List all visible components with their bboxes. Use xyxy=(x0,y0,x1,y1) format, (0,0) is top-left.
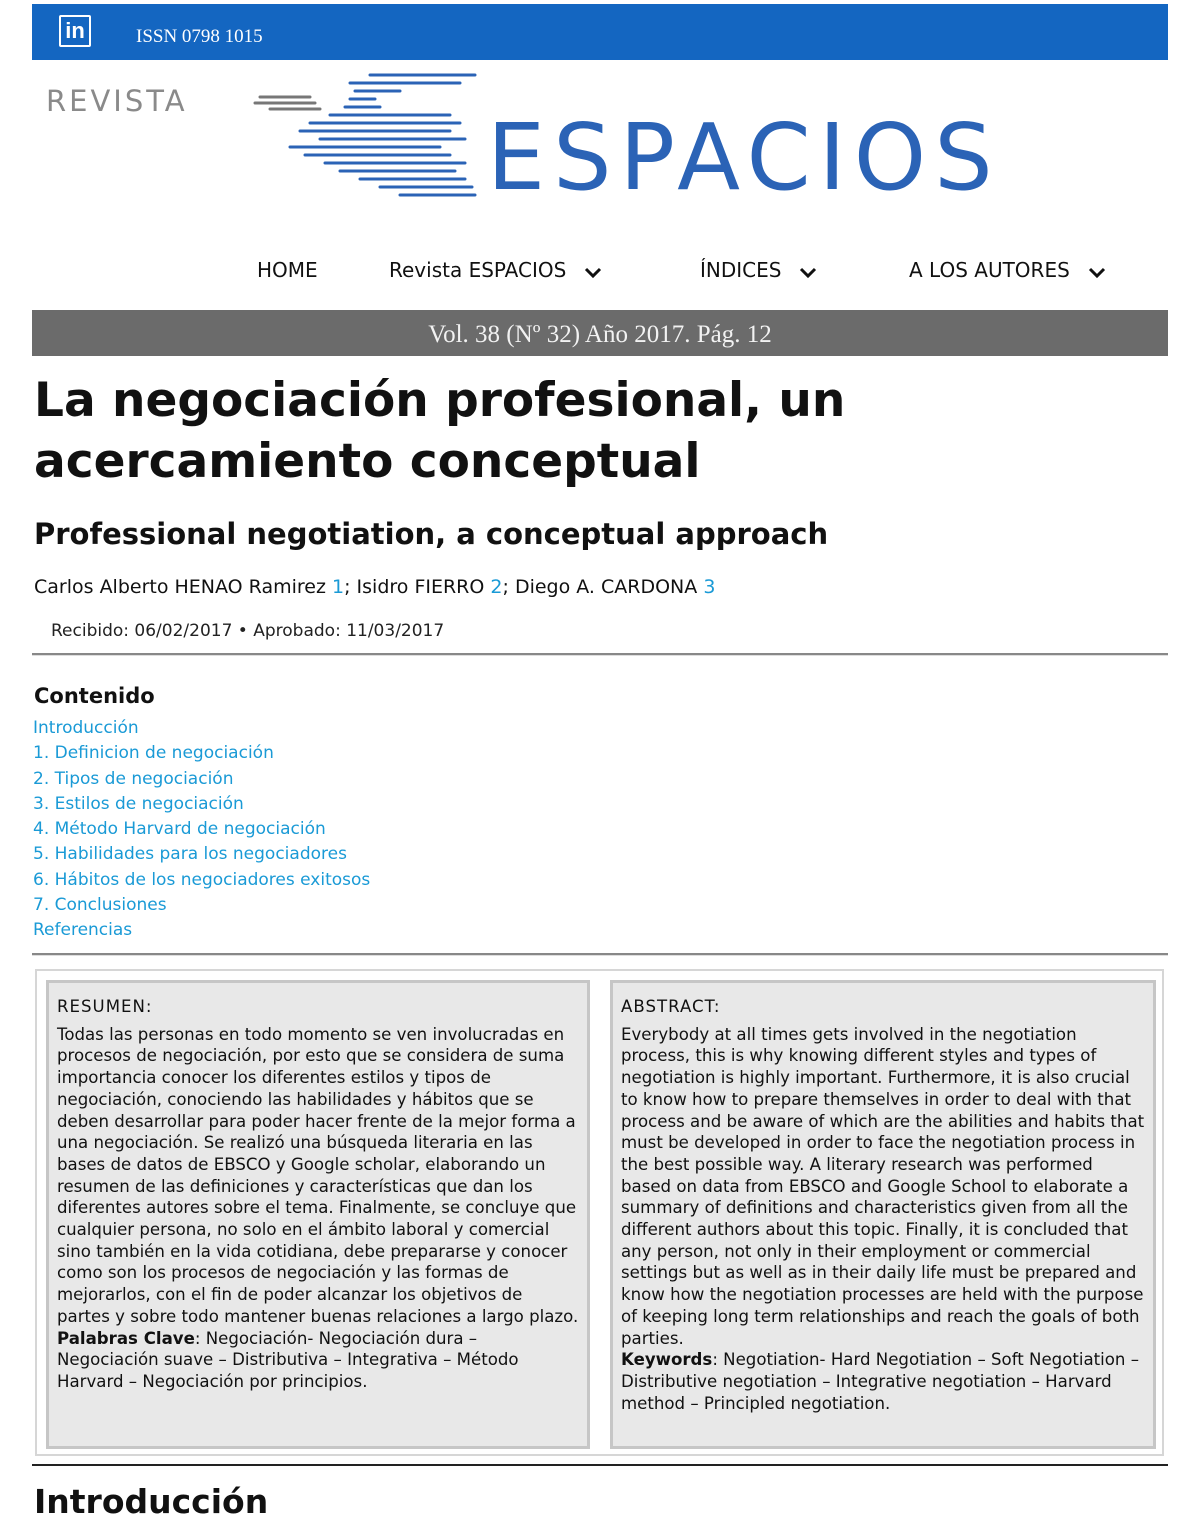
palabras-clave-label: Palabras Clave xyxy=(57,1328,195,1348)
article-title xyxy=(34,370,1134,492)
abstract-text xyxy=(621,1024,1145,1415)
divider xyxy=(32,953,1168,956)
abstract-heading: ABSTRACT: xyxy=(621,997,721,1016)
chevron-down-icon xyxy=(584,267,602,279)
toc-link[interactable]: 2. Tipos de negociación xyxy=(33,768,234,789)
toc-link[interactable]: 6. Hábitos de los negociadores exitosos xyxy=(33,869,371,890)
logo-speed-lines-icon xyxy=(250,70,480,200)
top-bar xyxy=(32,4,1168,60)
resumen-body: Todas las personas en todo momento se ven involucradas en procesos de negociación, por esto que se considera de suma importancia conocer los diferentes estilos y tipos de negociación, conociendo las habilidades y hábitos que se deben desarrollar para poder hacer frente de la mejor forma a una negociación. Se realizó una búsqueda literaria en las bases de datos de EBSCO y Google scholar, elaborando un resumen de las definiciones y características que dan los diferentes autores sobre el tema. Finalmente, se concluye que cualquier persona, no solo en el ámbito laboral y comercial sino también en la vida cotidiana, debe prepararse y conocer como son los procesos de negociación y las formas de mejorarlos, con el fin de poder alcanzar los objetivos de partes y sobre todo mantener buenas relaciones a largo plazo. xyxy=(57,1024,579,1326)
resumen-panel xyxy=(46,980,590,1449)
nav-a-los-autores[interactable] xyxy=(909,258,1106,282)
keywords-label: Keywords xyxy=(621,1350,713,1370)
author-name: Carlos Alberto HENAO Ramirez xyxy=(34,576,326,598)
palabras-clave-text: : Negociación- Negociación dura – Negociación suave – Distributiva – Integrativa – Método Harvard – Negociación por principios. xyxy=(57,1328,519,1391)
keywords-text: : Negotiation- Hard Negotiation – Soft Negotiation – Distributive negotiation – Integrative negotiation – Harvard method – Principled negotiation. xyxy=(621,1350,1139,1413)
article-subtitle: Professional negotiation, a conceptual approach xyxy=(34,517,829,551)
resumen-text xyxy=(57,1024,579,1393)
logo-revista-text: REVISTA xyxy=(46,84,188,118)
nav-home[interactable] xyxy=(257,258,318,282)
abstract-body: Everybody at all times gets involved in the negotiation process, this is why knowing different styles and types of negotiation is highly important. Furthermore, it is also crucial to know how to prepare themselves in order to deal with that process and be aware of which are the abilities and habits that must be developed in order to face the negotiation process in the best possible way. A literary research was performed based on data from EBSCO and Google School to elaborate a summary of definitions and characteristics given from all the different authors about this topic. Finally, it is concluded that any person, not only in their employment or commercial settings but as well as in their daily life must be prepared and know how the negotiation processes are held with the purpose of keeping long term relationships and reach the goals of both parties. xyxy=(621,1024,1145,1348)
author-name: Diego A. CARDONA xyxy=(514,576,698,598)
issn-label: ISSN 0798 1015 xyxy=(136,26,263,47)
table-of-contents xyxy=(33,716,370,944)
divider xyxy=(32,653,1168,656)
resumen-heading: RESUMEN: xyxy=(57,997,153,1016)
author-name: Isidro FIERRO xyxy=(356,576,485,598)
main-nav xyxy=(0,258,1200,284)
toc-link[interactable]: 1. Definicion de negociación xyxy=(33,743,274,764)
nav-autores-label: A LOS AUTORES xyxy=(909,258,1070,282)
divider xyxy=(32,1464,1168,1466)
toc-link[interactable]: 3. Estilos de negociación xyxy=(33,793,244,814)
abstract-box xyxy=(35,969,1164,1456)
section-heading-introduccion: Introducción xyxy=(34,1482,269,1521)
volume-bar: Vol. 38 (Nº 32) Año 2017. Pág. 12 xyxy=(32,310,1168,356)
author-ref-link[interactable]: 3 xyxy=(703,576,716,598)
author-ref-link[interactable]: 2 xyxy=(490,576,503,598)
received-approved-dates: Recibido: 06/02/2017 • Aprobado: 11/03/2017 xyxy=(51,621,445,641)
linkedin-icon[interactable]: in xyxy=(59,15,91,47)
toc-link[interactable]: Referencias xyxy=(33,920,133,941)
toc-link[interactable]: 7. Conclusiones xyxy=(33,895,167,916)
author-separator: ; xyxy=(344,576,357,598)
nav-revista-espacios[interactable] xyxy=(389,258,602,282)
toc-link[interactable]: Introducción xyxy=(33,718,139,738)
chevron-down-icon xyxy=(799,267,817,279)
toc-link[interactable]: 5. Habilidades para los negociadores xyxy=(33,844,347,865)
article-title-line1: La negociación profesional, un xyxy=(34,373,846,428)
nav-revista-label: Revista ESPACIOS xyxy=(389,258,567,282)
chevron-down-icon xyxy=(1088,267,1106,279)
contents-heading: Contenido xyxy=(34,684,155,708)
author-separator: ; xyxy=(502,576,515,598)
author-ref-link[interactable]: 1 xyxy=(332,576,345,598)
logo-espacios-text: ESPACIOS xyxy=(487,104,1001,211)
nav-home-label: HOME xyxy=(257,258,318,282)
abstract-panel xyxy=(610,980,1156,1449)
nav-indices-label: ÍNDICES xyxy=(700,258,782,282)
author-list xyxy=(34,576,715,598)
toc-link[interactable]: 4. Método Harvard de negociación xyxy=(33,819,326,840)
article-title-line2: acercamiento conceptual xyxy=(34,434,701,489)
nav-indices[interactable] xyxy=(700,258,817,282)
